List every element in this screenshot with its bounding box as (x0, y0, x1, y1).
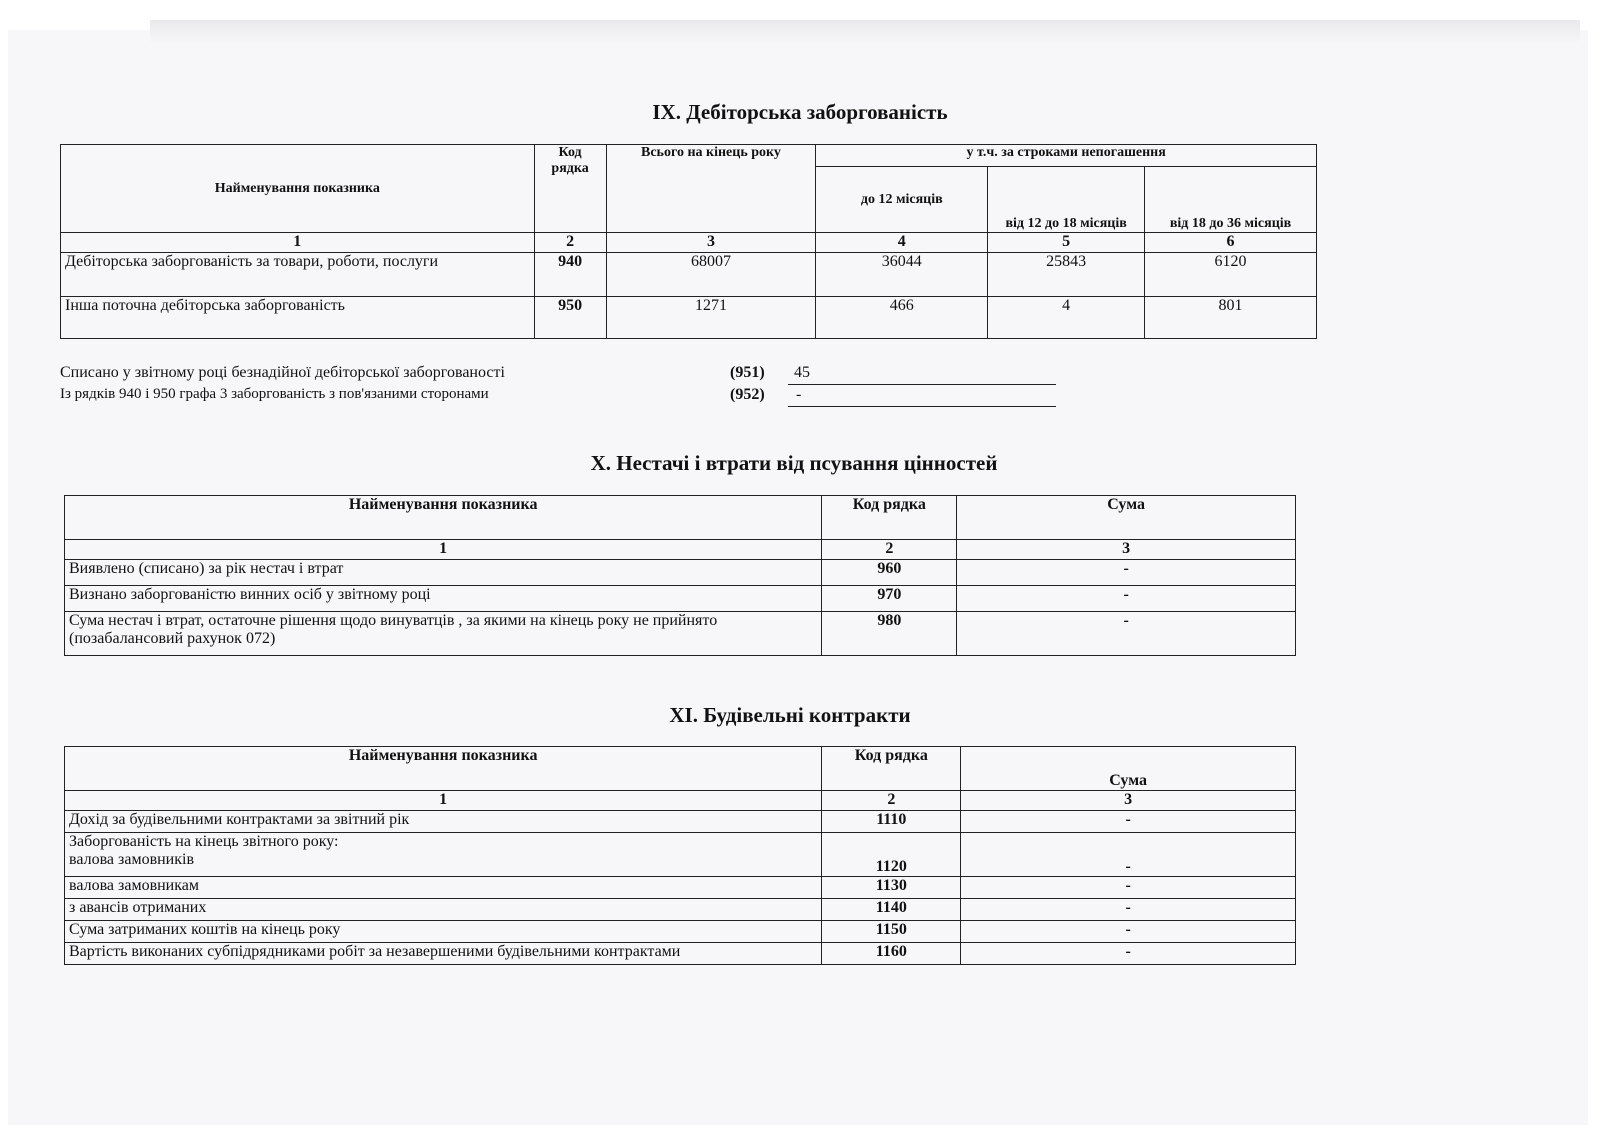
related-parties-underline (788, 406, 1056, 407)
row-name: Вартість виконаних субпідрядниками робіт за незавершеними будівельними контрактами (65, 943, 822, 965)
related-parties-code: (952) (730, 386, 765, 403)
row-name: Дебіторська заборгованість за товари, роботи, послуги (61, 253, 535, 297)
row-sum: - (957, 586, 1296, 612)
row-name: Сума нестач і втрат, остаточне рішення щодо винуватців , за якими на кінець року не прийнято (позабалансовий рахунок 072) (65, 612, 822, 656)
row-sum: - (961, 921, 1296, 943)
written-off-underline (788, 384, 1056, 385)
header-code: Код рядка (534, 145, 606, 233)
col-number: 1 (61, 233, 535, 253)
row-code: 1130 (822, 877, 961, 899)
header-code: Код рядка (822, 747, 961, 791)
table-row (65, 943, 1296, 965)
table-row (65, 899, 1296, 921)
header-total: Всього на кінець року (606, 145, 816, 233)
table-row (61, 297, 1317, 339)
construction-contracts-table (64, 746, 1296, 965)
row-sum: - (961, 877, 1296, 899)
row-term-18-36: 6120 (1145, 253, 1317, 297)
header-by-terms: у т.ч. за строками непогашення (816, 145, 1317, 167)
header-term-12-18: від 12 до 18 місяців (988, 167, 1145, 233)
section-11-title: XI. Будівельні контракти (669, 703, 911, 727)
table-row (65, 586, 1296, 612)
row-code: 1120 (822, 833, 961, 877)
row-sum: - (961, 811, 1296, 833)
row-name: Заборгованість на кінець звітного року: (69, 833, 339, 850)
table-row (61, 253, 1317, 297)
section-10-title: X. Нестачі і втрати від псування цінностей (590, 451, 998, 475)
col-number: 2 (822, 540, 957, 560)
row-term-12: 466 (816, 297, 988, 339)
header-term-12: до 12 місяців (816, 167, 988, 233)
col-number: 1 (65, 791, 822, 811)
row-name: Визнано заборгованістю винних осіб у звітному році (65, 586, 822, 612)
col-number: 3 (606, 233, 816, 253)
header-name: Найменування показника (65, 496, 822, 540)
header-sum: Сума (957, 496, 1296, 540)
row-sum: - (961, 833, 1296, 877)
row-name: з авансів отриманих (65, 899, 822, 921)
header-name: Найменування показника (65, 747, 822, 791)
related-parties-value: - (796, 386, 802, 403)
col-number: 3 (957, 540, 1296, 560)
section-9-title: IX. Дебіторська заборгованість (652, 100, 948, 124)
table-row (65, 612, 1296, 656)
related-parties-note: Із рядків 940 і 950 графа 3 заборгованість з пов'язаними сторонами (60, 386, 489, 402)
header-term-18-36: від 18 до 36 місяців (1145, 167, 1317, 233)
table-row (65, 833, 1296, 877)
col-number: 6 (1145, 233, 1317, 253)
row-code: 1150 (822, 921, 961, 943)
row-term-12: 36044 (816, 253, 988, 297)
row-total: 68007 (606, 253, 816, 297)
table-row (65, 877, 1296, 899)
table-row (65, 921, 1296, 943)
row-sum: - (961, 943, 1296, 965)
row-name: Інша поточна дебіторська заборгованість (61, 297, 535, 339)
row-term-12-18: 4 (988, 297, 1145, 339)
row-term-12-18: 25843 (988, 253, 1145, 297)
row-name-group (65, 833, 822, 877)
row-sum: - (961, 899, 1296, 921)
row-name: Дохід за будівельними контрактами за звітний рік (65, 811, 822, 833)
row-code: 980 (822, 612, 957, 656)
row-term-18-36: 801 (1145, 297, 1317, 339)
written-off-note: Списано у звітному році безнадійної дебіторської заборгованості (60, 364, 505, 381)
row-name: Виявлено (списано) за рік нестач і втрат (65, 560, 822, 586)
col-number: 5 (988, 233, 1145, 253)
row-sum: - (957, 560, 1296, 586)
row-code: 940 (534, 253, 606, 297)
col-number: 4 (816, 233, 988, 253)
col-number: 3 (961, 791, 1296, 811)
page-fold-shadow (150, 20, 1580, 44)
row-code: 960 (822, 560, 957, 586)
written-off-code: (951) (730, 364, 765, 381)
row-code: 1160 (822, 943, 961, 965)
row-name: валова замовникам (65, 877, 822, 899)
row-code: 970 (822, 586, 957, 612)
header-sum: Сума (961, 747, 1296, 791)
row-name: валова замовників (69, 851, 195, 868)
receivables-table (60, 144, 1317, 339)
row-total: 1271 (606, 297, 816, 339)
col-number: 2 (534, 233, 606, 253)
table-row (65, 811, 1296, 833)
header-name: Найменування показника (61, 145, 535, 233)
row-code: 1140 (822, 899, 961, 921)
col-number: 2 (822, 791, 961, 811)
row-code: 950 (534, 297, 606, 339)
row-name: Сума затриманих коштів на кінець року (65, 921, 822, 943)
row-code: 1110 (822, 811, 961, 833)
col-number: 1 (65, 540, 822, 560)
shortages-table (64, 495, 1296, 656)
header-code: Код рядка (822, 496, 957, 540)
table-row (65, 560, 1296, 586)
written-off-value: 45 (794, 364, 810, 381)
row-sum: - (957, 612, 1296, 656)
